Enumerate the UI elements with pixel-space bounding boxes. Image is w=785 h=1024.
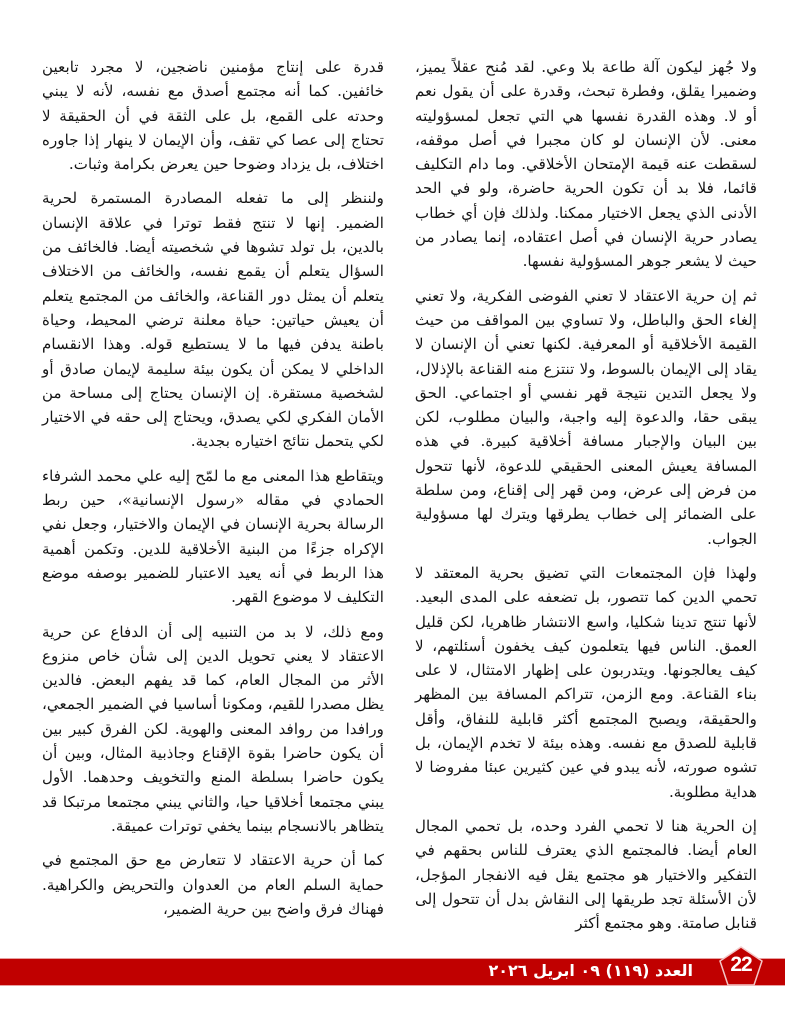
article-column-right — [415, 55, 757, 945]
article-paragraph: ويتقاطع هذا المعنى مع ما لمّح إليه علي محمد الشرفاء الحمادي في مقاله «رسول الإنسانية»، حين ربط الرسالة بحرية الإنسان في الإيمان والاختيار، وجعل نفي الإكراه جزءًا من البنية الأخلاقية للدين. وتكمن أهمية هذا الربط في أنه يعيد الاعتبار للضمير بوصفه موضع التكليف لا موضوع القهر. — [42, 466, 384, 607]
issue-info: العدد (١١٩) ٠٩ ابريل ٢٠٢٦ — [488, 961, 693, 980]
article-column-left — [42, 55, 384, 931]
article-paragraph: ولا جُهز ليكون آلة طاعة بلا وعي. لقد مُنح عقلاً يميز، وضميرا يقلق، وفطرة تبحث، وقدرة على أن يقول نعم أو لا. وهذه القدرة نفسها هي التي تجعل لمسؤوليته معنى. لأن الإنسان لو كان مجبرا في أصل موقفه، لسقطت عنه قيمة الإمتحان الأخلاقي. وما دام التكليف قائما، فلا بد أن تكون الحرية حاضرة، ولو في الحد الأدنى الذي يجعل الاختيار ممكنا. ولذلك فإن أي خطاب يصادر حرية الإنسان في أصل اعتقاده، إنما يصادر من حيث لا يشعر جوهر المسؤولية نفسها. — [415, 58, 757, 271]
article-paragraph: ومع ذلك، لا بد من التنبيه إلى أن الدفاع عن حرية الاعتقاد لا يعني تحويل الدين إلى شأن خاص منزوع الأثر من المجال العام، كما قد يفهم البعض. فالدين يظل مصدرا للقيم، ومكونا أساسيا في الضمير الجمعي، ورافدا من روافد المعنى والهوية. لكن الفرق كبير بين أن يكون حاضرا بقوة الإقناع وجاذبية المثال، وبين أن يكون حاضرا بسلطة المنع والتخويف وحدهما. الأول يبني مجتمعا أخلاقيا حيا، والثاني يبني مجتمعا مرتبكا قد يتظاهر بالانسجام بينما يخفي توترات عميقة. — [42, 622, 384, 835]
article-paragraph: كما أن حرية الاعتقاد لا تتعارض مع حق المجتمع في حماية السلم العام من العدوان والتحريض والكراهية. فهناك فرق واضح بين حرية الضمير، — [42, 851, 384, 918]
article-paragraph: قدرة على إنتاج مؤمنين ناضجين، لا مجرد تابعين خائفين. كما أنه مجتمع أصدق مع نفسه، لأنه لا يبني وحدته على القمع، بل على الثقة في أن الحقيقة لا تحتاج إلى عصا كي تقف، وأن الإيمان لا ينهار إذا جاوره اختلاف، بل يزداد وضوحا حين يعرض بكرامة وثبات. — [42, 58, 384, 174]
article-paragraph: ولننظر إلى ما تفعله المصادرة المستمرة لحرية الضمير. إنها لا تنتج فقط توترا في علاقة الإنسان بالدين، بل تولد تشوها في شخصيته أيضا. فالخائف من السؤال يتعلم أن يقمع نفسه، والخائف من الاختلاف يتعلم أن يمثل دور القناعة، والخائف من المجتمع يتعلم أن يعيش حياتين: حياة معلنة ترضي المحيط، وحياة باطنة يدفن فيها ما لا يستطيع قوله. وهذا الانقسام الداخلي لا يمكن أن يكون بيئة سليمة لإيمان صادق أو لشخصية مستقرة. إن الإنسان يحتاج إلى مساحة من الأمان الفكري لكي يصدق، ويحتاج إلى حقه في الاختيار لكي يتحمل نتائج اختياره بجدية. — [42, 189, 384, 451]
page-number: 22 — [730, 953, 752, 976]
article-paragraph: ثم إن حرية الاعتقاد لا تعني الفوضى الفكرية، ولا تعني إلغاء الحق والباطل، ولا تساوي بين المواقف من حيث القيمة الأخلاقية أو المعرفية. لكنها تعني أن الإنسان لا يقاد إلى الإيمان بالسوط، ولا تنتزع منه القناعة بالإذلال، ولا يجعل التدين نتيجة قهر نفسي أو اجتماعي. الحق يبقى حقا، والدعوة إليه واجبة، والبيان مطلوب، لكن بين البيان والإجبار مسافة أخلاقية كبيرة. في هذه المسافة يعيش المعنى الحقيقي للدعوة، لأنها تتحول من فرض إلى عرض، ومن قهر إلى إقناع، ومن سلطة على الضمائر إلى خطاب يطرقها ويترك لها مسؤولية الجواب. — [415, 286, 757, 548]
article-paragraph: إن الحرية هنا لا تحمي الفرد وحده، بل تحمي المجال العام أيضا. فالمجتمع الذي يعترف للناس بحقهم في التفكير والاختيار هو مجتمع يقل فيه الانفجار المؤجل، لأن الأسئلة تجد طريقها إلى النقاش بدل أن تتحول إلى قنابل صامتة. وهو مجتمع أكثر — [415, 816, 757, 933]
article-paragraph: ولهذا فإن المجتمعات التي تضيق بحرية المعتقد لا تحمي الدين كما تتصور، بل تضعفه على المدى البعيد. لأنها تنتج تدينا شكليا، واسع الانتشار ظاهريا، لكن قليل العمق. الناس فيها يتعلمون كيف يخفون أسئلتهم، لا كيف يعالجونها. ويتدربون على إظهار الامتثال، لا على بناء القناعة. ومع الزمن، تتراكم المسافة بين المظهر والحقيقة، ويصبح المجتمع أكثر قابلية للنفاق، وأقل قابلية للصدق مع نفسه. وهذه بيئة لا تخدم الإيمان، بل تشوه صورته، لأنه يبدو في عين كثيرين عبئا مفروضا لا هداية مطلوبة. — [415, 563, 757, 801]
